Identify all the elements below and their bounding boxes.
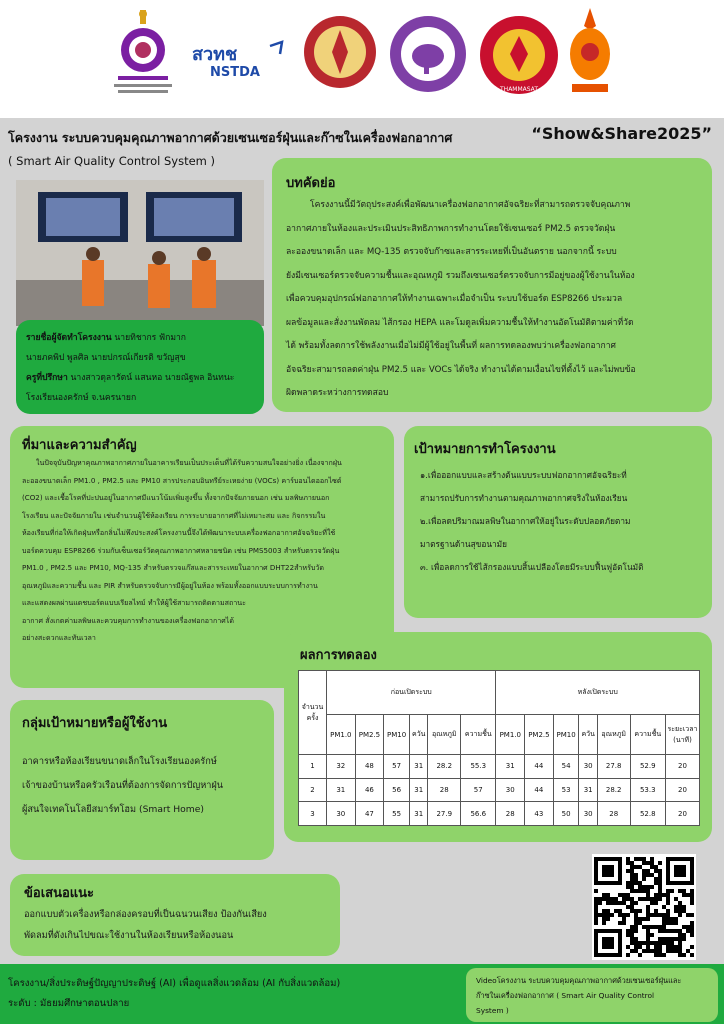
background-line: และแสดงผลผ่านแดชบอร์ดแบบเรียลไทม์ ทำให้ผู้ใช้สามารถติดตามสถานะ xyxy=(22,598,246,607)
table-cell: 31 xyxy=(579,778,597,802)
table-row xyxy=(299,778,700,802)
after-col-header: PM10 xyxy=(553,715,579,755)
table-cell: 27.9 xyxy=(428,802,461,826)
objective-line: สามารถปรับการทำงานตามคุณภาพอากาศจริงในห้องเรียน xyxy=(420,493,628,503)
target-group-line: อาคารหรือห้องเรียนขนาดเล็กในโรงเรียนองครักษ์ xyxy=(22,756,217,767)
table-cell: 50 xyxy=(553,802,579,826)
project-title-english: ( Smart Air Quality Control System ) xyxy=(8,154,216,168)
team-photo xyxy=(16,180,264,326)
table-cell: 31 xyxy=(410,802,428,826)
table-cell: 28 xyxy=(496,802,525,826)
objectives-heading: เป้าหมายการทำโครงงาน xyxy=(414,442,556,457)
footer-category: โครงงาน/สิ่งประดิษฐ์ปัญญาประดิษฐ์ (AI) เพื่อดูแลสิ่งแวดล้อม (AI กับสิ่งแวดล้อม) xyxy=(8,978,341,989)
suggestion-box xyxy=(10,874,340,956)
table-cell: 20 xyxy=(666,755,700,779)
provincial-office-logo xyxy=(302,14,378,90)
table-cell: 44 xyxy=(525,778,554,802)
table-cell: 52.8 xyxy=(630,802,665,826)
table-cell: 28 xyxy=(428,778,461,802)
table-cell: 30 xyxy=(579,802,597,826)
table-cell: 20 xyxy=(666,778,700,802)
col-round-header: จำนวนครั้ง xyxy=(299,671,327,755)
before-col-header: อุณหภูมิ xyxy=(428,715,461,755)
members-label: รายชื่อผู้จัดทำโครงงาน xyxy=(26,333,112,343)
after-col-header: PM2.5 xyxy=(525,715,554,755)
abstract-line: อัจฉริยะสามารถลดค่าฝุ่น PM2.5 และ VOCs ได้จริง ทำงานได้ตามเงื่อนไขที่ตั้งไว้ และไม่พบข้อ xyxy=(286,364,636,375)
table-cell: 28.2 xyxy=(597,778,630,802)
video-link-box[interactable] xyxy=(466,968,718,1022)
rmut-logo xyxy=(566,6,614,96)
table-cell: 32 xyxy=(327,755,356,779)
objectives-body xyxy=(420,464,708,579)
target-group-line: ผู้สนใจเทคโนโลยีสมาร์ทโฮม (Smart Home) xyxy=(22,804,204,815)
video-line: Videoโครงงาน ระบบควบคุมคุณภาพอากาศด้วยเซนเซอร์ฝุ่นและ xyxy=(476,976,682,985)
abstract-line: ยังมีเซนเซอร์ตรวจจับความชื้นและอุณหภูมิ รวมถึงเซนเซอร์ตรวจจับการมีอยู่ของผู้ใช้งานในห้อง xyxy=(286,270,635,281)
table-cell: 57 xyxy=(461,778,496,802)
table-cell: 2 xyxy=(299,778,327,802)
background-line: (CO2) และเชื้อโรคที่ปะปนอยู่ในอากาศมีแนวโน้มเพิ่มสูงขึ้น ทั้งจากปัจจัยภายนอก เช่น มลพิษภายนอก xyxy=(22,493,330,502)
objective-line: ๑.เพื่อออกแบบและสร้างต้นแบบระบบฟอกอากาศอัจฉริยะที่ xyxy=(420,470,627,480)
background-line: PM1.0 , PM2.5 และ PM10, MQ-135 สำหรับตรวจแก๊สและสารระเหยในอากาศ DHT22สำหรับวัด xyxy=(22,563,324,572)
background-line: อากาศ สั่งเกตค่ามลพิษและควบคุมการทำงานของเครื่องฟอกอากาศได้ xyxy=(22,615,234,625)
suggestion-line: ออกแบบตัวเครื่องหรือกล่องครอบที่เป็นฉนวนเสียง ป้องกันเสียง xyxy=(24,909,267,920)
svg-text:สวทช: สวทช xyxy=(192,44,238,65)
logo-header xyxy=(0,0,724,118)
duration-col-header: ระยะเวลา (นาที) xyxy=(666,715,700,755)
table-cell: 53.3 xyxy=(630,778,665,802)
background-line: ห้องเรียนที่ก่อให้เกิดฝุ่นหรือกลิ่นไม่พึงประสงค์โครงงานนี้จึงได้พัฒนาระบบเครื่องฟอกอากาศอัจฉริยะที่ใช้ xyxy=(22,528,336,537)
table-cell: 55 xyxy=(384,802,410,826)
qr-code[interactable] xyxy=(592,854,696,960)
abstract-line: ผิดพลาดระหว่างการทดสอบ xyxy=(286,388,389,398)
table-cell: 44 xyxy=(525,755,554,779)
advisor-line2: โรงเรียนองครักษ์ จ.นครนายก xyxy=(26,393,137,403)
before-col-header: PM10 xyxy=(384,715,410,755)
members-line1: นายทิชากร ฟักมาก xyxy=(114,333,187,343)
background-heading: ที่มาและความสำคัญ xyxy=(22,438,137,453)
after-col-header: ความชื้น xyxy=(630,715,665,755)
before-col-header: PM2.5 xyxy=(355,715,384,755)
before-col-header: ควัน xyxy=(410,715,428,755)
table-cell: 28 xyxy=(597,802,630,826)
table-cell: 31 xyxy=(496,755,525,779)
table-cell: 57 xyxy=(384,755,410,779)
advisor-label: ครูที่ปรึกษา xyxy=(26,373,68,383)
after-group-header: หลังเปิดระบบ xyxy=(496,671,700,715)
table-cell: 31 xyxy=(410,755,428,779)
table-cell: 56 xyxy=(384,778,410,802)
after-col-header: PM1.0 xyxy=(496,715,525,755)
table-cell: 47 xyxy=(355,802,384,826)
results-heading: ผลการทดลอง xyxy=(300,648,377,663)
table-cell: 30 xyxy=(327,802,356,826)
results-table xyxy=(298,670,700,826)
background-line: อุณหภูมิและความชื้น และ PIR สำหรับตรวจจับการมีผู้อยู่ในห้อง พร้อมทั้งออกแบบระบบการทำงาน xyxy=(22,580,318,590)
background-line: ในปัจจุบันปัญหาคุณภาพอากาศภายในอาคารเรียนเป็นประเด็นที่ได้รับความสนใจอย่างยิ่ง เนื่องจากฝุ่น xyxy=(36,458,342,467)
abstract-line: ได้ พร้อมทั้งลดการใช้พลังงานเมื่อไม่มีผู้ใช้อยู่ในพื้นที่ ผลการทดลองพบว่าเครื่องฟอกอากาศ xyxy=(286,341,616,351)
table-cell: 54 xyxy=(553,755,579,779)
table-cell: 31 xyxy=(410,778,428,802)
table-row xyxy=(299,802,700,826)
before-col-header: PM1.0 xyxy=(327,715,356,755)
background-line: บอร์ดควบคุม ESP8266 ร่วมกับเซ็นเซอร์วัดคุณภาพอากาศหลายชนิด เช่น PMS5003 สำหรับตรวจวัดฝุ่น xyxy=(22,545,340,555)
video-line: ก๊าซในเครื่องฟอกอากาศ ( Smart Air Quality Control xyxy=(476,991,655,1000)
objective-line: ๒.เพื่อลดปริมาณมลพิษในอากาศให้อยู่ในระดับปลอดภัยตาม xyxy=(420,516,631,526)
table-cell: 55.3 xyxy=(461,755,496,779)
table-cell: 31 xyxy=(327,778,356,802)
table-cell: 28.2 xyxy=(428,755,461,779)
advisor-line1: นางสาวดุลารัตน์ แสนหอ นายณัฐพล อินทนะ xyxy=(70,373,235,383)
table-cell: 53 xyxy=(553,778,579,802)
project-title: โครงงาน ระบบควบคุมคุณภาพอากาศด้วยเซนเซอร์ฝุ่นและก๊าซในเครื่องฟอกอากาศ xyxy=(8,130,453,145)
footer-level: ระดับ : มัธยมศึกษาตอนปลาย xyxy=(8,998,130,1009)
footer xyxy=(0,964,724,1024)
table-cell: 20 xyxy=(666,802,700,826)
thammasat-university-logo xyxy=(478,14,560,96)
after-col-header: ควัน xyxy=(579,715,597,755)
target-group-body xyxy=(22,750,272,822)
suggestion-heading: ข้อเสนอแนะ xyxy=(24,886,95,901)
suggestion-body xyxy=(24,904,340,946)
abstract-body xyxy=(286,194,706,406)
table-cell: 52.9 xyxy=(630,755,665,779)
table-cell: 46 xyxy=(355,778,384,802)
target-group-line: เจ้าของบ้านหรือครัวเรือนที่ต้องการจัดการปัญหาฝุ่น xyxy=(22,780,224,791)
elephant-district-logo xyxy=(388,14,468,94)
abstract-heading: บทคัดย่อ xyxy=(286,176,336,191)
background-line: ละอองขนาดเล็ก PM1.0 , PM2.5 และ PM10 สารประกอบอินทรีย์ระเหยง่าย (VOCs) คาร์บอนไดออกไซด์ xyxy=(22,475,342,485)
svg-text:THAMMASAT: THAMMASAT xyxy=(500,86,538,93)
event-tag: “Show&Share2025” xyxy=(531,124,712,143)
abstract-line: เพื่อควบคุมอุปกรณ์ฟอกอากาศให้ทำงานเฉพาะเมื่อจำเป็น ระบบใช้บอร์ด ESP8266 ประมวล xyxy=(286,294,623,304)
svg-text:NSTDA: NSTDA xyxy=(210,65,260,80)
table-cell: 1 xyxy=(299,755,327,779)
members-line2: นายภคพิป พูลศิล นายปกรณ์เกียรติ ขวัญสุข xyxy=(26,353,186,363)
before-col-header: ความชื้น xyxy=(461,715,496,755)
target-group-box xyxy=(10,700,274,860)
table-row xyxy=(299,755,700,779)
table-cell: 56.6 xyxy=(461,802,496,826)
qr-code-graphic xyxy=(592,854,696,960)
after-col-header: อุณหภูมิ xyxy=(597,715,630,755)
nstda-logo xyxy=(190,40,290,80)
school-crest-logo xyxy=(112,8,174,106)
before-group-header: ก่อนเปิดระบบ xyxy=(327,671,496,715)
abstract-box xyxy=(272,158,712,412)
objective-line: มาตรฐานด้านสุขอนามัย xyxy=(420,539,507,549)
table-cell: 3 xyxy=(299,802,327,826)
table-cell: 30 xyxy=(496,778,525,802)
abstract-line: โครงงานนี้มีวัตถุประสงค์เพื่อพัฒนาเครื่องฟอกอากาศอัจฉริยะที่สามารถตรวจจับคุณภาพ xyxy=(310,200,631,210)
video-line: System ) xyxy=(476,1006,509,1015)
suggestion-line: พัดลมที่ดังเกินไปขณะใช้งานในห้องเรียนหรือห้องนอน xyxy=(24,930,234,941)
abstract-line: อากาศภายในห้องและประเมินประสิทธิภาพการทำงานโดยใช้เซนเซอร์ PM2.5 ตรวจวัดฝุ่น xyxy=(286,223,616,234)
target-group-heading: กลุ่มเป้าหมายหรือผู้ใช้งาน xyxy=(22,716,168,731)
table-cell: 48 xyxy=(355,755,384,779)
background-line: อย่างสะดวกและทันเวลา xyxy=(22,633,96,642)
team-info-box xyxy=(16,320,264,414)
table-cell: 43 xyxy=(525,802,554,826)
title-row xyxy=(8,126,716,152)
table-cell: 27.8 xyxy=(597,755,630,779)
objective-line: ๓. เพื่อลดการใช้ไส้กรองแบบสิ้นเปลืองโดยมีระบบฟื้นฟูอัตโนมัติ xyxy=(420,562,644,572)
background-body xyxy=(22,454,392,647)
abstract-line: ละอองขนาดเล็ก และ MQ-135 ตรวจจับก๊าซและสารระเหยที่เป็นอันตราย นอกจากนี้ ระบบ xyxy=(286,247,617,257)
abstract-line: ผลข้อมูลและสั่งงานพัดลม ไส้กรอง HEPA และโมดูลเพิ่มความชื้นให้ทำงานอัตโนมัติตามค่าที่วัด xyxy=(286,317,634,328)
results-box xyxy=(284,632,712,842)
table-cell: 30 xyxy=(579,755,597,779)
objectives-box xyxy=(404,426,712,618)
background-line: โรงเรียน และปัจจัยภายใน เช่นจำนวนผู้ใช้ห้องเรียน การระบายอากาศที่ไม่เหมาะสม และ กิจกรรมใน xyxy=(22,510,326,520)
